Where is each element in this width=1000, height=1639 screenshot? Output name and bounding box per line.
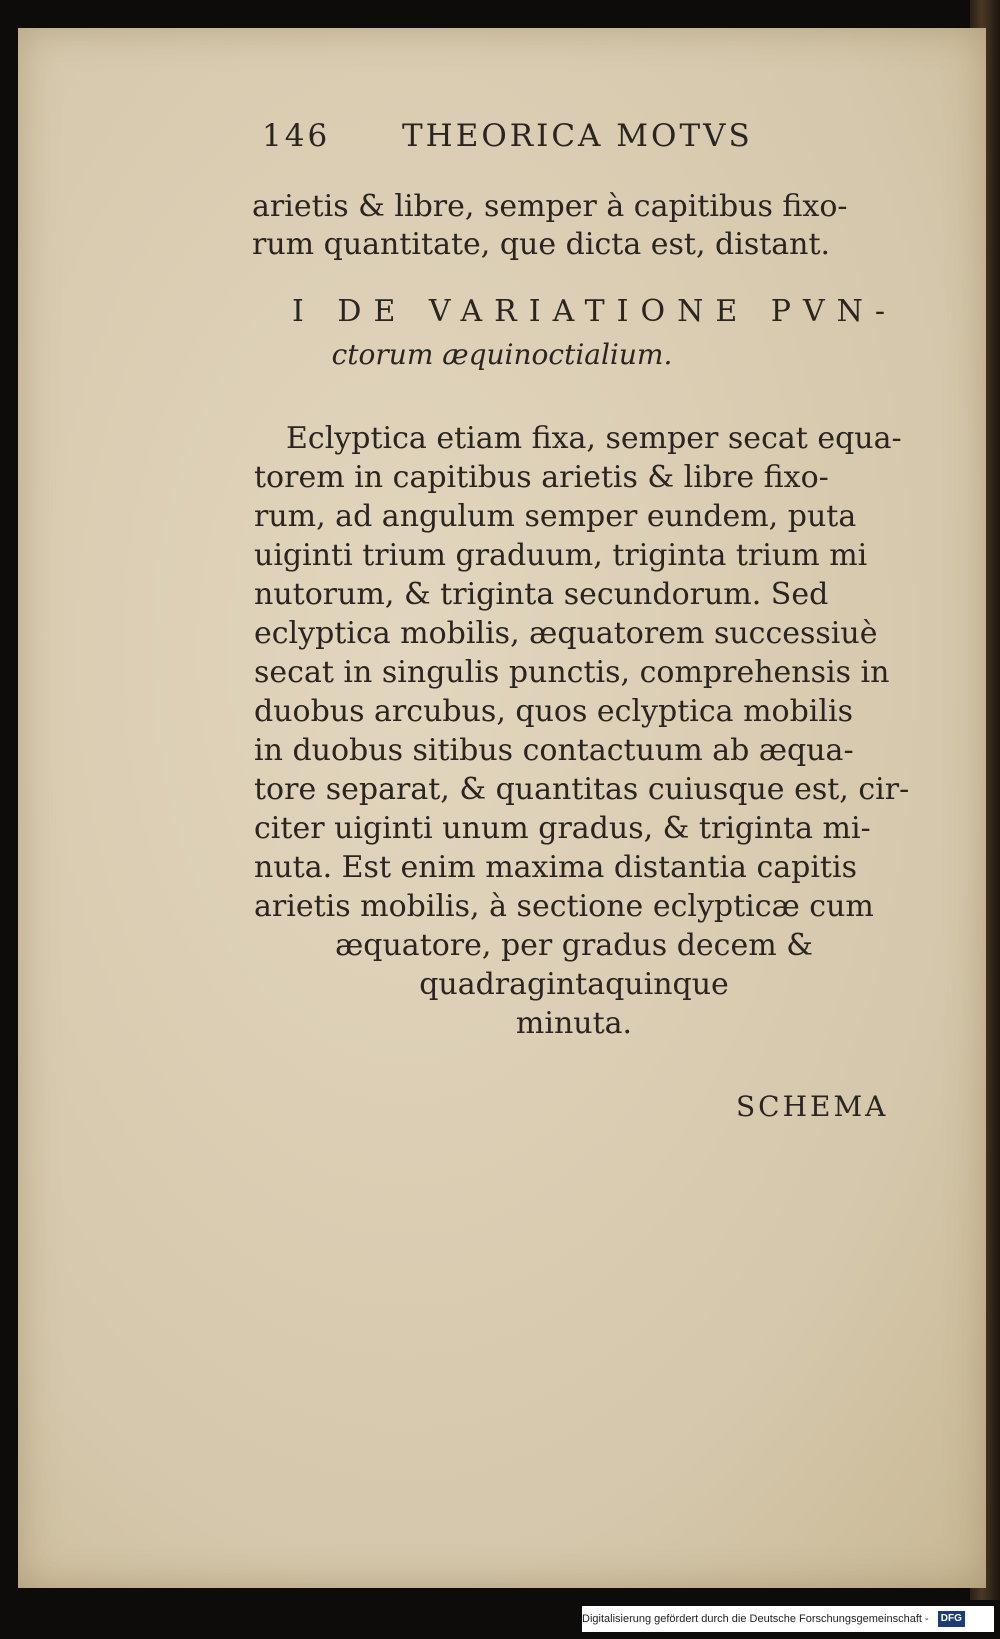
body-line: torem in capitibus arietis & libre fixo- bbox=[254, 460, 829, 495]
closing-line: minuta. bbox=[515, 1006, 633, 1041]
body-line: nuta. Est enim maxima distantia capitis bbox=[254, 850, 857, 885]
footer-text: Digitalisierung gefördert durch die Deutsche Forschungsgemeinschaft - bbox=[582, 1613, 929, 1625]
body-line: nutorum, & triginta secundorum. Sed bbox=[254, 577, 829, 612]
body-line: tore separat, & quantitas cuiusque est, cir- bbox=[254, 772, 910, 807]
section-heading: I DE VARIATIONE PVN- bbox=[292, 294, 898, 329]
body-line: secat in singulis punctis, comprehensis in bbox=[254, 655, 890, 690]
intro-line: arietis & libre, semper à capitibus fixo- bbox=[252, 189, 848, 224]
body-line: eclyptica mobilis, æquatorem successiuè bbox=[254, 616, 878, 651]
body-line: Eclyptica etiam fixa, semper secat equa- bbox=[286, 421, 902, 456]
body-line: in duobus sitibus contactuum ab æqua- bbox=[254, 733, 854, 768]
closing-line: æquatore, per gradus decem & bbox=[335, 928, 813, 963]
document-page bbox=[18, 28, 986, 1588]
dfg-logo: DFG bbox=[938, 1611, 965, 1627]
page-header bbox=[262, 118, 822, 162]
body-line: uiginti trium graduum, triginta trium mi bbox=[254, 538, 868, 573]
body-text bbox=[254, 420, 910, 1044]
section-subheading: ctorum æquinoctialium. bbox=[331, 338, 673, 371]
body-line: arietis mobilis, à sectione eclypticæ cum bbox=[254, 889, 874, 924]
running-title: THEORICA MOTVS bbox=[402, 118, 753, 154]
closing-line: quadragintaquinque bbox=[419, 967, 729, 1002]
digitization-footer bbox=[582, 1606, 994, 1632]
page-number: 146 bbox=[262, 118, 331, 154]
body-line: duobus arcubus, quos eclyptica mobilis bbox=[254, 694, 853, 729]
body-line: rum, ad angulum semper eundem, puta bbox=[254, 499, 857, 534]
intro-line: rum quantitate, que dicta est, distant. bbox=[252, 227, 831, 262]
body-line: citer uiginti unum gradus, & triginta mi- bbox=[254, 811, 871, 846]
catchword: SCHEMA bbox=[736, 1090, 889, 1123]
